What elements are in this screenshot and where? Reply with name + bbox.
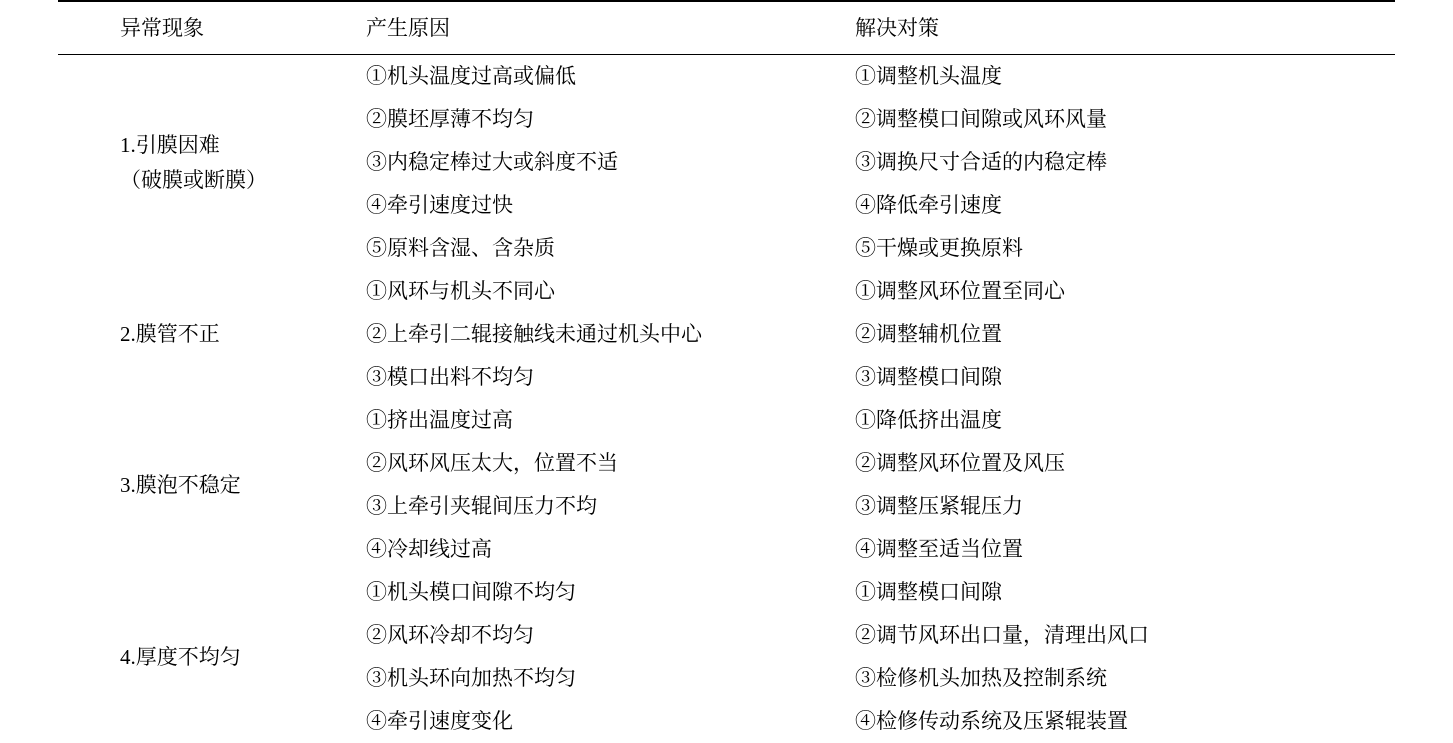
phenomenon-cell <box>58 55 356 271</box>
cause-cell <box>356 571 845 743</box>
solution-item: ①调整模口间隙 <box>855 571 1395 614</box>
cause-item: ①机头模口间隙不均匀 <box>366 571 845 614</box>
table-head <box>58 1 1395 55</box>
phenomenon-line: 3.膜泡不稳定 <box>120 468 356 502</box>
column-header-phenomenon: 异常现象 <box>58 1 356 55</box>
solution-cell <box>845 571 1395 743</box>
table-row <box>58 55 1395 271</box>
table-header-row <box>58 1 1395 55</box>
cause-item: ④冷却线过高 <box>366 528 845 571</box>
fault-troubleshooting-table <box>58 0 1395 743</box>
cause-item: ③机头环向加热不均匀 <box>366 657 845 700</box>
phenomenon-line: 1.引膜因难 <box>120 128 356 162</box>
solution-item: ②调整辅机位置 <box>855 313 1395 356</box>
solution-item: ②调整风环位置及风压 <box>855 442 1395 485</box>
phenomenon-cell <box>58 571 356 743</box>
solution-item: ①降低挤出温度 <box>855 399 1395 442</box>
cause-item: ④牵引速度变化 <box>366 700 845 743</box>
phenomenon-line: 2.膜管不正 <box>120 317 356 351</box>
cause-item: ②膜坯厚薄不均匀 <box>366 98 845 141</box>
cause-item: ③模口出料不均匀 <box>366 356 845 399</box>
phenomenon-cell <box>58 399 356 571</box>
phenomenon-line: （破膜或断膜） <box>120 163 356 197</box>
solution-item: ④降低牵引速度 <box>855 184 1395 227</box>
cause-item: ①风环与机头不同心 <box>366 270 845 313</box>
cause-cell <box>356 55 845 271</box>
column-header-solution: 解决对策 <box>845 1 1395 55</box>
solution-cell <box>845 55 1395 271</box>
solution-item: ③调整模口间隙 <box>855 356 1395 399</box>
table-row <box>58 270 1395 399</box>
solution-item: ②调节风环出口量，清理出风口 <box>855 614 1395 657</box>
solution-item: ③调换尺寸合适的内稳定棒 <box>855 141 1395 184</box>
solution-item: ①调整机头温度 <box>855 55 1395 98</box>
solution-cell <box>845 399 1395 571</box>
cause-cell <box>356 270 845 399</box>
cause-item: ②风环风压太大，位置不当 <box>366 442 845 485</box>
table-row <box>58 399 1395 571</box>
phenomenon-cell <box>58 270 356 399</box>
cause-item: ③内稳定棒过大或斜度不适 <box>366 141 845 184</box>
solution-item: ③调整压紧辊压力 <box>855 485 1395 528</box>
phenomenon-line: 4.厚度不均匀 <box>120 640 356 674</box>
cause-item: ①机头温度过高或偏低 <box>366 55 845 98</box>
solution-item: ③检修机头加热及控制系统 <box>855 657 1395 700</box>
table-row <box>58 571 1395 743</box>
solution-item: ④调整至适当位置 <box>855 528 1395 571</box>
cause-item: ①挤出温度过高 <box>366 399 845 442</box>
cause-item: ②风环冷却不均匀 <box>366 614 845 657</box>
cause-item: ③上牵引夹辊间压力不均 <box>366 485 845 528</box>
table-body <box>58 55 1395 743</box>
cause-cell <box>356 399 845 571</box>
solution-item: ④检修传动系统及压紧辊装置 <box>855 700 1395 743</box>
solution-item: ⑤干燥或更换原料 <box>855 227 1395 270</box>
solution-cell <box>845 270 1395 399</box>
solution-item: ①调整风环位置至同心 <box>855 270 1395 313</box>
solution-item: ②调整模口间隙或风环风量 <box>855 98 1395 141</box>
cause-item: ⑤原料含湿、含杂质 <box>366 227 845 270</box>
cause-item: ②上牵引二辊接触线未通过机头中心 <box>366 313 845 356</box>
cause-item: ④牵引速度过快 <box>366 184 845 227</box>
column-header-cause: 产生原因 <box>356 1 845 55</box>
